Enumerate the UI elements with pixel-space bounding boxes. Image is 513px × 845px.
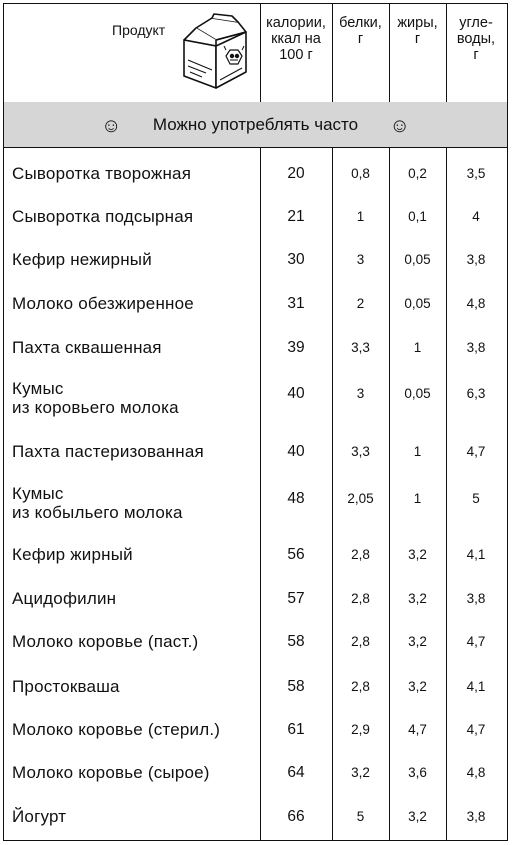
fat-value: 0,05 <box>404 296 431 311</box>
fat-value: 0,05 <box>404 252 431 267</box>
carbs-value: 3,5 <box>466 166 486 181</box>
calories-value: 31 <box>287 295 305 312</box>
calories-value: 20 <box>287 165 305 182</box>
fat-value: 1 <box>413 491 422 506</box>
header-product: Продукт <box>112 22 166 38</box>
protein-value: 2,8 <box>351 591 370 606</box>
fat-value: 4,7 <box>408 722 427 737</box>
carbs-value: 4 <box>472 209 480 224</box>
protein-value: 1 <box>356 209 365 224</box>
header-protein: белки, г <box>339 15 382 47</box>
carbs-value: 4,7 <box>466 722 486 737</box>
protein-value: 2 <box>356 296 365 311</box>
calories-value: 58 <box>287 678 305 695</box>
fat-value: 3,2 <box>408 809 427 824</box>
carbs-value: 4,1 <box>466 679 486 694</box>
calories-value: 56 <box>287 546 305 563</box>
protein-value: 2,8 <box>351 547 370 562</box>
header-carbs: угле- воды, г <box>456 15 496 63</box>
product-name: Пахта сквашенная <box>12 338 162 357</box>
calories-value: 64 <box>287 764 305 781</box>
protein-value: 3 <box>356 252 365 267</box>
calories-value: 39 <box>287 339 305 356</box>
fat-value: 3,2 <box>408 634 427 649</box>
carbs-value: 3,8 <box>466 809 486 824</box>
product-name: Кумыс из коровьего молока <box>12 379 179 417</box>
protein-value: 3 <box>356 386 365 401</box>
calories-value: 40 <box>287 385 305 402</box>
carbs-value: 4,1 <box>466 547 486 562</box>
product-name: Молоко коровье (сырое) <box>12 763 210 782</box>
fat-value: 3,2 <box>408 547 427 562</box>
protein-value: 5 <box>356 809 365 824</box>
milk-carton-icon <box>176 10 254 96</box>
protein-value: 2,8 <box>351 679 370 694</box>
fat-value: 0,2 <box>408 166 427 181</box>
smiley-icon: ☺ <box>101 115 122 137</box>
carbs-value: 3,8 <box>466 340 486 355</box>
carbs-value: 6,3 <box>466 386 486 401</box>
product-name: Молоко коровье (стерил.) <box>12 720 221 739</box>
carbs-value: 5 <box>472 491 480 506</box>
product-name: Кумыс из кобыльего молока <box>12 484 183 522</box>
fat-value: 0,05 <box>404 386 431 401</box>
nutrition-table <box>3 3 508 841</box>
calories-value: 61 <box>287 721 305 738</box>
product-name: Пахта пастеризованная <box>12 442 204 461</box>
protein-value: 2,8 <box>351 634 370 649</box>
product-name: Ацидофилин <box>12 589 117 608</box>
calories-value: 57 <box>287 590 305 607</box>
calories-value: 30 <box>287 251 305 268</box>
calories-value: 21 <box>287 208 305 225</box>
protein-value: 3,2 <box>351 765 370 780</box>
header-fat: жиры, г <box>397 15 438 47</box>
header-calories: калории, ккал на 100 г <box>266 15 326 63</box>
fat-value: 3,6 <box>408 765 427 780</box>
section-title: Можно употреблять часто <box>152 115 359 134</box>
protein-value: 0,8 <box>351 166 370 181</box>
product-name: Кефир нежирный <box>12 250 152 269</box>
protein-value: 3,3 <box>351 444 370 459</box>
carbs-value: 4,8 <box>466 296 486 311</box>
protein-value: 2,05 <box>347 491 374 506</box>
fat-value: 3,2 <box>408 679 427 694</box>
fat-value: 0,1 <box>408 209 427 224</box>
calories-value: 58 <box>287 633 305 650</box>
smiley-icon: ☺ <box>389 115 410 137</box>
calories-value: 66 <box>287 808 305 825</box>
calories-value: 48 <box>287 490 305 507</box>
calories-value: 40 <box>287 443 305 460</box>
section-divider <box>4 147 507 148</box>
carbs-value: 4,8 <box>466 765 486 780</box>
carbs-value: 3,8 <box>466 591 486 606</box>
product-name: Кефир жирный <box>12 545 133 564</box>
product-name: Йогурт <box>12 807 67 826</box>
fat-value: 1 <box>413 340 422 355</box>
carbs-value: 3,8 <box>466 252 486 267</box>
fat-value: 1 <box>413 444 422 459</box>
protein-value: 2,9 <box>351 722 370 737</box>
product-name: Простокваша <box>12 677 120 696</box>
section-title-row <box>4 115 507 138</box>
protein-value: 3,3 <box>351 340 370 355</box>
product-name: Молоко обезжиренное <box>12 294 194 313</box>
fat-value: 3,2 <box>408 591 427 606</box>
carbs-value: 4,7 <box>466 634 486 649</box>
product-name: Сыворотка творожная <box>12 164 192 183</box>
product-name: Сыворотка подсырная <box>12 207 194 226</box>
product-name: Молоко коровье (паст.) <box>12 632 199 651</box>
carbs-value: 4,7 <box>466 444 486 459</box>
